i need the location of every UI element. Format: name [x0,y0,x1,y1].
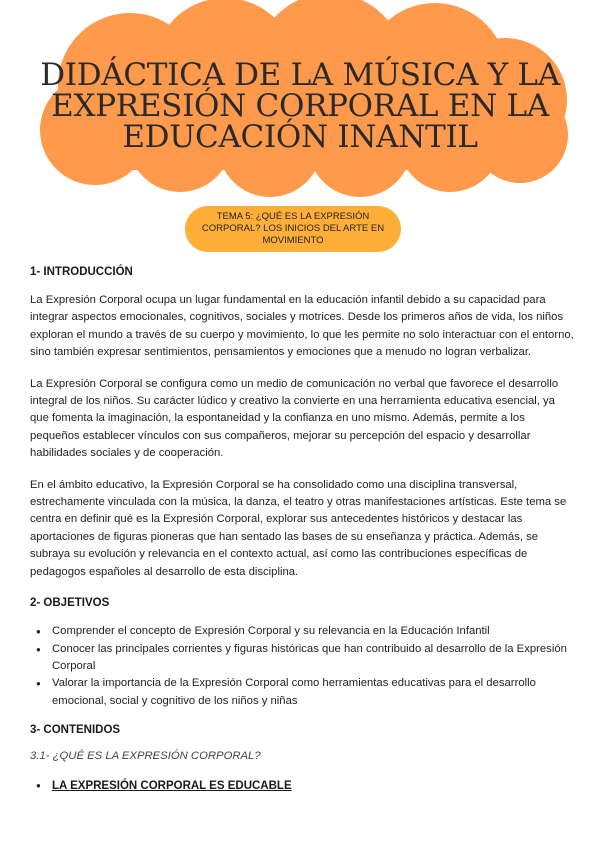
objetivos-heading: 2- OBJETIVOS [30,597,110,610]
intro-heading: 1- INTRODUCCIÓN [30,266,133,278]
intro-paragraph-2: La Expresión Corporal se configura como un medio de comunicación no verbal que favorece el desarrollo integral de los niños. Su carácter lúdico y creativo la convierte en una herramienta educativa esencial, ya que fomenta la imaginación, la espontaneidad y la confianza en uno mismo. Además, permite a los pequeños establecer vínculos con sus compañeros, mejorar su percepción del espacio y desarrollar habilidades sociales y de cooperación. [30,377,559,460]
intro-paragraph-3: En el ámbito educativo, la Expresión Corporal se ha consolidado como una disciplina transversal, estrechamente vinculada con la música, la danza, el teatro y otras manifestaciones artísticas. Este tema se centra en definir qué es la Expresión Corporal, explorar sus antecedentes históricos y destacar las aportaciones de figuras pioneras que han sentado las bases de su enseñanza y práctica. Además, se subraya su evolución y relevancia en el contexto actual, así como las contribuciones específicas de pedagogos españoles al desarrollo de esta disciplina. [30,478,567,578]
contenidos-bullet [30,778,575,794]
page-title: DIDÁCTICA DE LA MÚSICA Y LA EXPRESIÓN CORPORAL EN LA EDUCACIÓN INANTIL [40,57,560,155]
tema-badge: TEMA 5: ¿QUÉ ES LA EXPRESIÓN CORPORAL? LOS INICIOS DEL ARTE EN MOVIMIENTO [185,206,401,252]
list-item: ● Conocer las principales corrientes y figuras históricas que han contribuido al desarrollo de la Expresión Corporal [30,641,575,676]
main-content [30,264,575,794]
contenidos-heading: 3- CONTENIDOS [30,724,121,737]
objetivos-list [30,623,575,710]
contenidos-subheading: 3.1- ¿QUÉ ES LA EXPRESIÓN CORPORAL? [30,750,261,763]
intro-paragraph-1: La Expresión Corporal ocupa un lugar fundamental en la educación infantil debido a su capacidad para integrar aspectos emocionales, cognitivos, sociales y motrices. Desde los primeros años de vida, los niños exploran el mundo a través de su cuerpo y movimiento, lo que les permite no solo interactuar con el entorno, sino también expresar sentimientos, pensamientos y emociones que a menudo no logran verbalizar. [30,294,574,359]
title-cloud [0,0,600,200]
contenidos-bullet-label: LA EXPRESIÓN CORPORAL ES EDUCABLE [52,780,292,793]
list-item: ● Comprender el concepto de Expresión Corporal y su relevancia en la Educación Infantil [30,623,575,640]
list-item: ● Valorar la importancia de la Expresión Corporal como herramientas educativas para el desarrollo emocional, social y cognitivo de los niños y niñas [30,675,575,710]
